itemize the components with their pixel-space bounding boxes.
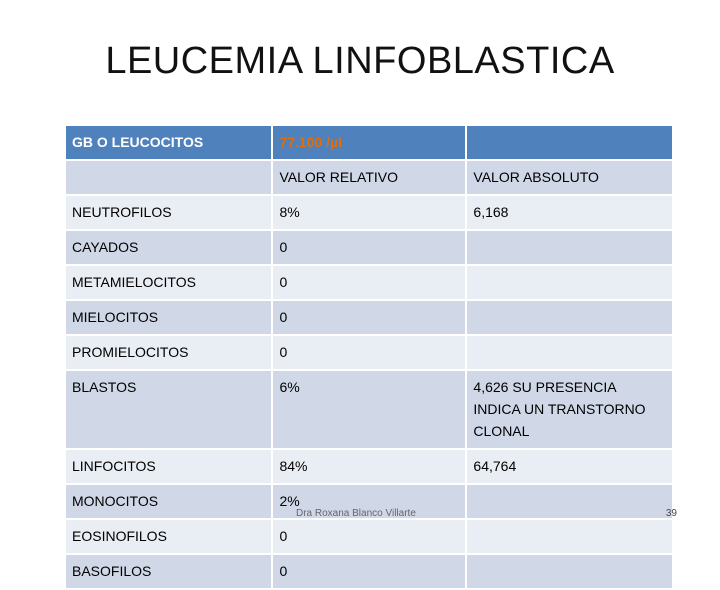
cell-name: MONOCITOS [66,485,271,518]
cell-name: MIELOCITOS [66,301,271,334]
gb-count: 77.100 /µl [273,126,465,159]
table-row [66,371,672,448]
cell-absolute: 6,168 [467,196,672,229]
cell-name: METAMIELOCITOS [66,266,271,299]
cell-name: NEUTROFILOS [66,196,271,229]
gb-label: GB O LEUCOCITOS [66,126,271,159]
table-header-row [66,126,672,159]
table-row [66,336,672,369]
cell-relative: 0 [273,301,465,334]
cell-relative: 0 [273,520,465,553]
cell-absolute [467,485,672,518]
cell-absolute [467,336,672,369]
cell-relative: 6% [273,371,465,448]
cell-name: BASOFILOS [66,555,271,588]
cell-relative: 84% [273,450,465,483]
cell-name: BLASTOS [66,371,271,448]
subheader-empty-cell [66,161,271,194]
header-empty-cell [467,126,672,159]
cell-relative: 0 [273,266,465,299]
cell-absolute: 64,764 [467,450,672,483]
cell-name: CAYADOS [66,231,271,264]
table-subheader-row [66,161,672,194]
footer-author: Dra Roxana Blanco Villarte [296,508,416,519]
cell-name: PROMIELOCITOS [66,336,271,369]
cell-absolute [467,266,672,299]
page-number: 39 [665,508,677,519]
cell-name: LINFOCITOS [66,450,271,483]
cell-absolute [467,301,672,334]
cell-absolute: 4,626 SU PRESENCIA INDICA UN TRANSTORNO CLONAL [467,371,672,448]
table-row [66,450,672,483]
table-row [66,301,672,334]
table-row [66,196,672,229]
cell-relative: 0 [273,336,465,369]
cell-relative: 0 [273,555,465,588]
cell-absolute [467,555,672,588]
cell-relative: 2% [273,485,465,518]
cell-relative: 8% [273,196,465,229]
relative-value-header: VALOR RELATIVO [273,161,465,194]
cell-absolute [467,231,672,264]
absolute-value-header: VALOR ABSOLUTO [467,161,672,194]
cell-name: EOSINOFILOS [66,520,271,553]
blood-count-table [64,124,674,590]
cell-absolute [467,520,672,553]
cell-relative: 0 [273,231,465,264]
slide-title: LEUCEMIA LINFOBLASTICA [105,40,615,82]
table-row [66,555,672,588]
table-row [66,520,672,553]
table-row [66,231,672,264]
table-row [66,266,672,299]
